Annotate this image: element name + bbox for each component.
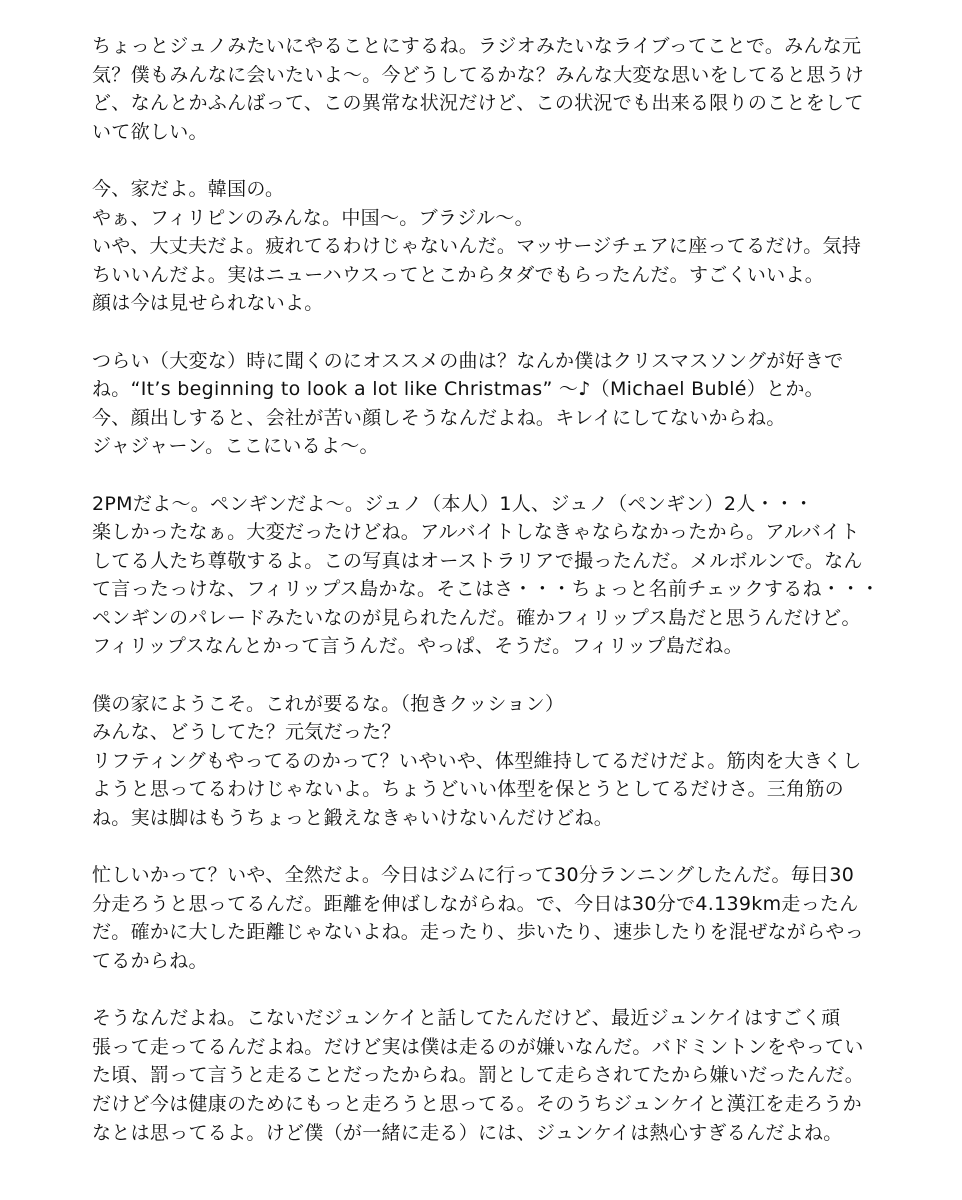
text-line: いや、大丈夫だよ。疲れてるわけじゃないんだ。マッサージチェアに座ってるだけ。気持 bbox=[92, 235, 862, 258]
paragraph-gap bbox=[92, 318, 882, 347]
text-line: ね。“It’s beginning to look a lot like Christmas” 〜♪（Michael Bublé）とか。 bbox=[92, 378, 824, 401]
text-line: ね。実は脚はもうちょっと鍛えなきゃいけないんだけどね。 bbox=[92, 807, 614, 830]
text-line: 顔は今は見せられないよ。 bbox=[92, 292, 324, 315]
text-line: 今、顔出しすると、会社が苦い顔しそうなんだよね。キレイにしてないからね。 bbox=[92, 406, 786, 429]
text-line: 忙しいかって？いや、全然だよ。今日はジムに行って30分ランニングしたんだ。毎日30 bbox=[92, 864, 855, 887]
paragraph-gap bbox=[92, 833, 882, 862]
paragraph-gap bbox=[92, 461, 882, 490]
text-line: 僕の家にようこそ。これが要るな。（抱きクッション） bbox=[92, 692, 565, 715]
text-line: フィリップスなんとかって言うんだ。やっぱ、そうだ。フィリップ島だね。 bbox=[92, 635, 743, 658]
text-line: てるからね。 bbox=[92, 950, 208, 972]
text-line: してる人たち尊敬するよ。この写真はオーストラリアで撮ったんだ。メルボルンで。なん bbox=[92, 549, 863, 572]
text-line: ようと思ってるわけじゃないよ。ちょうどいい体型を保とうとしてるだけさ。三角筋の bbox=[92, 778, 844, 801]
paragraph-1 bbox=[92, 32, 882, 146]
paragraph-5 bbox=[92, 690, 882, 833]
text-line: そうなんだよね。こないだジュンケイと話してたんだけど、最近ジュンケイはすごく頑 bbox=[92, 1007, 841, 1030]
paragraph-gap bbox=[92, 976, 882, 1005]
paragraph-6 bbox=[92, 861, 882, 975]
paragraph-gap bbox=[92, 661, 882, 690]
text-line: やぁ、フィリピンのみんな。中国〜。ブラジル〜。 bbox=[92, 206, 534, 229]
text-line: なとは思ってるよ。けど僕（が一緒に走る）には、ジュンケイは熱心すぎるんだよね。 bbox=[92, 1121, 843, 1144]
text-line: ちょっとジュノみたいにやることにするね。ラジオみたいなライブってことで。みんな元 bbox=[92, 35, 862, 57]
text-line: つらい（大変な）時に聞くのにオススメの曲は？なんか僕はクリスマスソングが好きで bbox=[92, 349, 844, 372]
text-line: た頃、罰って言うと走ることだったからね。罰として走らされてたから嫌いだったんだ。 bbox=[92, 1064, 865, 1087]
paragraph-3 bbox=[92, 347, 882, 461]
paragraph-2 bbox=[92, 175, 882, 318]
text-line: リフティングもやってるのかって？いやいや、体型維持してるだけだよ。筋肉を大きくし bbox=[92, 749, 862, 772]
text-line: て言ったっけな、フィリップス島かな。そこはさ・・・ちょっと名前チェックするね・・・ bbox=[92, 578, 880, 601]
text-line: ど、なんとかふんばって、この異常な状況だけど、この状況でも出来る限りのことをして bbox=[92, 92, 864, 115]
text-line: 張って走ってるんだよね。だけど実は僕は走るのが嫌いなんだ。バドミントンをやってい bbox=[92, 1035, 864, 1058]
text-line: ジャジャーン。ここにいるよ〜。 bbox=[92, 435, 379, 458]
paragraph-7 bbox=[92, 1004, 882, 1147]
text-line: みんな、どうしてた？元気だった？ bbox=[92, 721, 401, 744]
text-line: だけど今は健康のためにもっと走ろうと思ってる。そのうちジュンケイと漢江を走ろうか bbox=[92, 1092, 862, 1115]
text-line: だ。確かに大した距離じゃないよね。走ったり、歩いたり、速歩したりを混ぜながらやっ bbox=[92, 921, 865, 944]
text-line: 今、家だよ。韓国の。 bbox=[92, 177, 285, 200]
text-line: 楽しかったなぁ。大変だったけどね。アルバイトしなきゃならなかったから。アルバイト bbox=[92, 521, 860, 544]
document-page bbox=[92, 32, 882, 1147]
text-line: 気？僕もみんなに会いたいよ〜。今どうしてるかな？みんな大変な思いをしてると思うけ bbox=[92, 63, 865, 86]
paragraph-4 bbox=[92, 490, 882, 662]
text-line: 分走ろうと思ってるんだ。距離を伸ばしながらね。で、今日は30分で4.139km走ったん bbox=[92, 892, 859, 915]
text-line: ちいいんだよ。実はニューハウスってとこからタダでもらったんだ。すごくいいよ。 bbox=[92, 263, 825, 286]
text-line: いて欲しい。 bbox=[92, 120, 208, 143]
paragraph-gap bbox=[92, 146, 882, 175]
text-line: 2PMだよ〜。ペンギンだよ〜。ジュノ（本人）1人、ジュノ（ペンギン）2人・・・ bbox=[92, 492, 814, 515]
text-line: ペンギンのパレードみたいなのが見られたんだ。確かフィリップス島だと思うんだけど。 bbox=[92, 606, 861, 629]
